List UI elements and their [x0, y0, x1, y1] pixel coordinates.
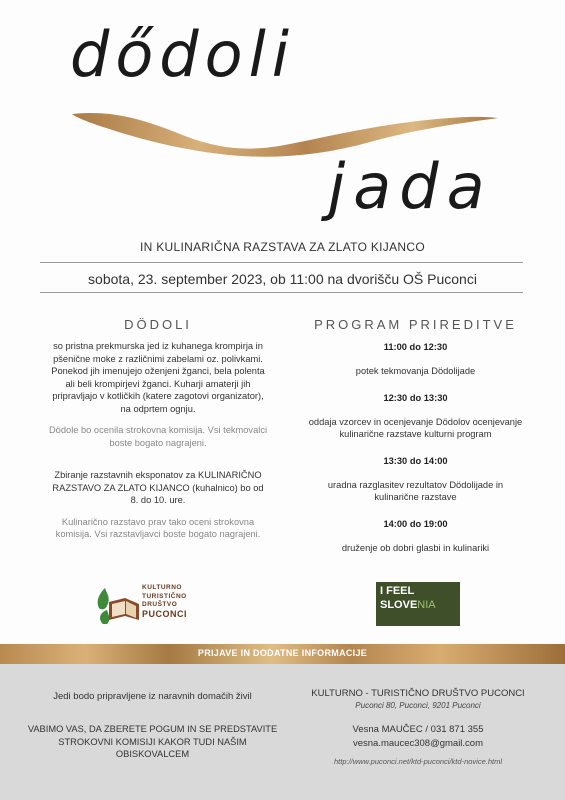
dodoli-heading: DÖDOLI	[124, 317, 192, 332]
footer-left	[25, 691, 280, 761]
program-activity: potek tekmovanja Dödolijade	[355, 366, 476, 376]
registration-info-label: PRIJAVE IN DODATNE INFORMACIJE	[197, 648, 368, 658]
contact-person-phone: Vesna MAUČEC / 031 871 355	[352, 724, 484, 735]
title-jada: jada	[328, 150, 493, 223]
event-date-location: sobota, 23. september 2023, ob 11:00 na dvorišču OŠ Puconci	[88, 271, 477, 287]
i-feel-slovenia-logo: I FEEL SLOVENIA	[376, 582, 460, 626]
ktd-logo-text: KULTURNO TURISTIČNO DRUŠTVO PUCONCI	[142, 584, 188, 619]
subtitle: IN KULINARIČNA RAZSTAVA ZA ZLATO KIJANCO	[140, 240, 425, 254]
program-time: 14:00 do 19:00	[383, 518, 448, 529]
contact-email-link[interactable]: vesna.maucec308@gmail.com	[352, 738, 484, 749]
program-time: 12:30 do 13:30	[383, 392, 448, 403]
program-time: 13:30 do 14:00	[383, 455, 448, 466]
program-time: 11:00 do 12:30	[383, 342, 448, 352]
divider-top	[40, 262, 523, 263]
divider-bottom	[40, 292, 523, 293]
program-column	[308, 317, 523, 554]
program-activity: oddaja vzorcev in ocenjevanje Dödolov ocenjevanje kulinarične razstave kulturni program	[308, 416, 523, 439]
footer-contact	[298, 688, 538, 766]
program-activity: uradna razglasitev rezultatov Dödolijade in kulinarične razstave	[327, 479, 504, 502]
program-heading: PROGRAM PRIREDITVE	[314, 317, 517, 332]
title-dodoli: dődoli	[70, 18, 296, 91]
dodoli-description-column	[48, 317, 268, 541]
invitation-text: VABIMO VAS, DA ZBERETE POGUM IN SE PREDSTAVITE STROKOVNI KOMISIJI KAKOR TUDI NAŠIM OBISKOVALCEM	[27, 724, 278, 759]
exhibition-jury-note: Kulinarično razstavo prav tako oceni strokovna komisija. Vsi razstavljavci boste bogato nagrajeni.	[55, 516, 261, 539]
ingredients-note: Jedi bodo pripravljene iz naravnih domačih živil	[53, 691, 252, 702]
organizer-name: KULTURNO - TURISTIČNO DRUŠTVO PUCONCI	[311, 688, 525, 699]
exhibit-collection-note: Zbiranje razstavnih eksponatov za KULINARIČNO RAZSTAVO ZA ZLATO KIJANCO (kuhalnico) bo od 8. do 10. ure.	[52, 470, 264, 505]
organizer-address: Puconci 80, Puconci, 9201 Puconci	[355, 701, 481, 710]
program-activity: druženje ob dobri glasbi in kulinariki	[341, 542, 490, 553]
jury-note: Dödole bo ocenila strokovna komisija. Vsi tekmovalci boste bogato nagrajeni.	[48, 425, 268, 448]
website-link[interactable]: http://www.puconci.net/ktd-puconci/ktd-novice.html	[334, 757, 502, 766]
dodoli-description: so pristna prekmurska jed iz kuhanega krompirja in pšenične moke z različnimi zabelami oz. polivkami. Ponekod jih imenujejo oženjeni žganci, bela polenta ali beli krompirjevi žganci. Kuharji amaterji jih pripravljajo v kotličkih (katere zagotovi organizator), na odprtem ognju.	[51, 341, 265, 414]
